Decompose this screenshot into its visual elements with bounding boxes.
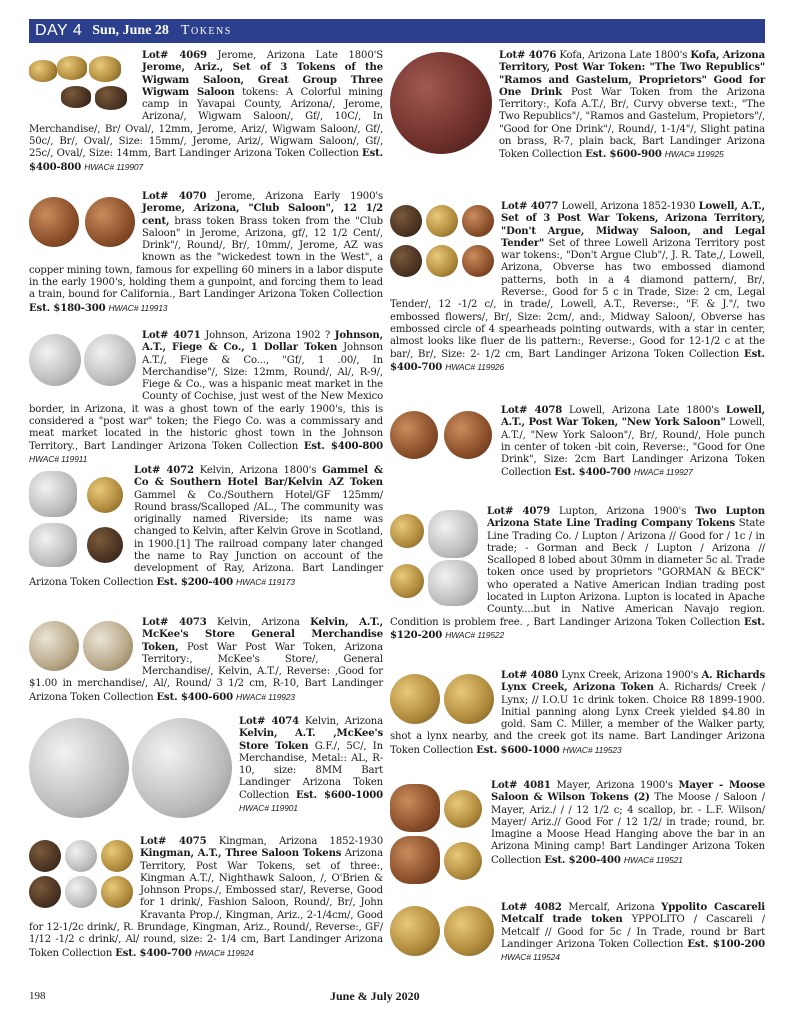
lot-4070: Lot# 4070 Jerome, Arizona Early 1900's Jerome, Arizona, "Club Saloon", 12 1/2 cent, brass token Brass token from the "Club Saloon" in Jerome, Arizona, gf/, 12 1/2 Cent/, Drink"/, Round/, Br/, 10mm/, Jerome, AZ was known as the "wickedest town in the West", a copper mining town, famous for expelling 60 miners in a labor dispute in the early 1900's, holding them a gunpoint, and forcing them to lead a train, bound for California., Bart Landinger Arizona Token Collection Est. $180-300 HWAC# 119913 <box>29 191 383 314</box>
lot-4076: Lot# 4076 Kofa, Arizona Late 1800's Kofa, Arizona Territory, Post War Token: "The Two Republics" "Ramos and Gastelum, Proprietors" Good for One Drink Post War Token from the Arizona Territory:, Kofa A.T./, Br/, Curvy obverse text:, "The Two Republics"/, "Ramos and Gastelum, Propietors"/, "Good for One Drink"/, Round/, 1-1/4"/, Slight patina on brass, R-7, plain back, Bart Landinger Arizona Token Collection Est. $600-900 HWAC# 119925 <box>390 50 765 162</box>
lot-4078: Lot# 4078 Lowell, Arizona Late 1800's Lowell, A.T., Post War Token, "New York Saloon" Lowell, A.T./, "New York Saloon"/, Br/, Round/, Hole punch in center of token -bit coin, Reverse:, "Good for One Drink", Size: 2cm Bart Landinger Arizona Token Collection Est. $400-700 HWAC# 119927 <box>390 405 765 480</box>
token-photo <box>29 716 234 820</box>
lot-4081: Lot# 4081 Mayer, Arizona 1900's Mayer - Moose Saloon & Wilson Tokens (2) The Moose / Saloon / Mayer, Ariz./ / / 12 1/2 c; 4 scallop, br. - L.F. Wilson/ Mayer/ Ariz.// Good For / 12 1/2/ in trade; round, br. Imagine a Moose Head Hanging above the bar in an Arizona Mining camp! Bart Landinger Arizona Token Collection Est. $200-400 HWAC# 119521 <box>390 780 765 891</box>
lot-4072: Lot# 4072 Kelvin, Arizona 1800's Gammel & Co & Southern Hotel Bar/Kelvin AZ Token Gammel & Co./Southern Hotel/GF 125mm/ Round brass/Scalloped /AL., The community was originally named Riverside; its name was changed to Kelvin, after Kelvin Grove in Scotland, in 1900.[1] The railroad company later changed the name to Ray Junction on account of the development of Ray, Arizona. Bart Landinger Arizona Token Collection Est. $200-400 HWAC# 119173 <box>29 465 383 588</box>
token-photo <box>29 617 137 675</box>
lot-4071: Lot# 4071 Johnson, Arizona 1902 ? Johnson, A.T., Fiege & Co., 1 Dollar Token Johnson A.T./, Fiege & Co..., "Gf/, 1 .00/, In Merchandise"/, Size: 12mm, Round/, Al/, R-9/, Fiege & Co., was a hispanic meat market in the County of Cochise, just west of the New Mexico border, in Arizona, it was a ghost town of the early 1900's, this is considered a "post war" token; the Fiego Co. was a commissary and meat market located in the historic ghost town in the Johnson Territory., Bart Landinger Arizona Token Collection Est. $400-800 HWAC# 119911 <box>29 330 383 464</box>
issue-date: June & July 2020 <box>330 989 420 1003</box>
token-photo <box>29 836 135 910</box>
token-photo <box>29 465 129 569</box>
lot-4082: Lot# 4082 Mercalf, Arizona Yppolito Cascareli Metcalf trade token YPPOLITO / Cascareli / Metcalf // Good for 5c / In Trade, round br Bart Landinger Arizona Token Collection Est. $100-200 HWAC# 119524 <box>390 902 765 964</box>
day-label: DAY 4 <box>35 22 83 39</box>
date-label: Sun, June 28 <box>92 23 169 38</box>
token-photo <box>29 50 137 120</box>
token-photo <box>390 902 496 960</box>
token-photo <box>390 50 494 156</box>
token-photo <box>390 405 496 465</box>
lot-4073: Lot# 4073 Kelvin, Arizona Kelvin, A.T., McKee's Store General Merchandise Token, Post War Post War Token, Arizona Territory:, McKee's Store/, General Merchandise/, Kelvin, A.T./, Reverse: ,Good for $1.00 in merchandise/, Al/, Round/ 3 1/2 cm, R-10, Bart Landinger Arizona Token Collection Est. $400-600 HWAC# 119923 <box>29 617 383 703</box>
lot-4079: Lot# 4079 Lupton, Arizona 1900's Two Lupton Arizona State Line Trading Company Tokens State Line Trading Co. / Lupton / Arizona // Good for / 1c / in trade; - Gorman and Beck / Lupton / Arizona // Scalloped 8 lobed about 30mm in diameter 5c al. Trade token once used by proprietors "GORMAN & BECK" who operated a Native American Indian trading post located in Lupton Arizona. Lupton is located in Apache County....but in Native American Navajo region. Condition is problem free. , Bart Landinger Arizona Token Collection Est. $120-200 HWAC# 119522 <box>390 506 766 641</box>
lot-4077: Lot# 4077 Lowell, Arizona 1852-1930 Lowell, A.T., Set of 3 Post War Tokens, Arizona Territory, "Don't Argue, Midway Saloon, and Legal Tender" Set of three Lowell Arizona Territory post war tokens:, "Don't Argue Club"/, J. R. Tate,/, Lowell, Arizona, Obverse has two embossed diamond patterns, both in a 4 diamond pattern/, Br/, Reverse:, Good for 5 c in Trade, Size: 2 cm, Legal Tender/, 12 -1/2 c/, in trade/, Lowell, A.T., Reverse:, "F. & J."/, two embossed flowers/, Br/, Size: 2cm/, and:, Midway Saloon/, Obverse has embossed circle of 4 spearheads pointing outwards, with a star in center, almost looks like fluer de lis pattern:, Reverse:, Good for 12-1/2 c at the bar/, Br/, Size: 2- 1/2 cm, Bart Landinger Arizona Token Collection Est. $400-700 HWAC# 119926 <box>390 201 765 373</box>
section-label: Tokens <box>180 23 232 38</box>
lot-4069: Lot# 4069 Jerome, Arizona Late 1800'S Jerome, Ariz., Set of 3 Tokens of the Wigwam Saloon, Great Group Three Wigwam Saloon tokens: A Colorful mining camp in Yavapai County, Arizona/, Jerome, Arizona/, Wigwam Saloon/, Gf/, 10C/, In Merchandise/, Br/ Oval/, 12mm, Jerome, Ariz/, Wigwam Saloon/, Gf/, 50c/, Br/, Oval/, Size: 15mm/, Jerome, Ariz/, Wigwam Saloon/, Gf/, 25c/, Oval/, Size: 14mm, Bart Landinger Arizona Token Collection Est. $400-800 HWAC# 119907 <box>29 50 383 173</box>
page-number: 198 <box>29 990 46 1002</box>
lot-4080: Lot# 4080 Lynx Creek, Arizona 1900's A. Richards Lynx Creek, Arizona Token A. Richards/ Creek / Lynx; // I.O.U 1c drink token. Choice R8 1899-1900. Initial panning along Lynx Creek yielded $4.80 in gold. Sam C. Miller, a member of the Walker party, shot a lynx nearby, and the creek got its name. Bart Landinger Arizona Token Collection Est. $600-1000 HWAC# 119523 <box>390 670 766 756</box>
lot-4074: Lot# 4074 Kelvin, Arizona Kelvin, A.T. ,McKee's Store Token G.F./, 5C/, In Merchandise, Metal:: AL, R-10, size: 8MM Bart Landinger Arizona Token Collection Est. $600-1000 HWAC# 119901 <box>29 716 383 823</box>
token-photo <box>29 191 137 253</box>
token-photo <box>390 670 496 726</box>
token-photo <box>390 780 486 888</box>
token-photo <box>390 506 482 606</box>
page-header-bar <box>29 19 765 43</box>
token-photo <box>29 330 137 392</box>
lot-4075: Lot# 4075 Kingman, Arizona 1852-1930 Kingman, A.T., Three Saloon Tokens Arizona Territory, Post War Tokens, set of three:, Kingman A.T./, Nighthawk Saloon, /, O'Brien & Johnson Props./, Embossed star/, Reverse, Good for 1 drink/, Fashion Saloon, Round/, Br/, John Kravanta Prop./, Kingman, Ariz., 2-1/4cm/, Good for 12-1/2c drink/, R. Brundage, Kingman, Ariz., Round/, Reverse:, GF/ 1/12 -1/2 c drink/, Al/ round, size: 2- 1/4 cm, Bart Landinger Arizona Token Collection Est. $400-700 HWAC# 119924 <box>29 836 383 959</box>
token-photo <box>390 201 496 287</box>
